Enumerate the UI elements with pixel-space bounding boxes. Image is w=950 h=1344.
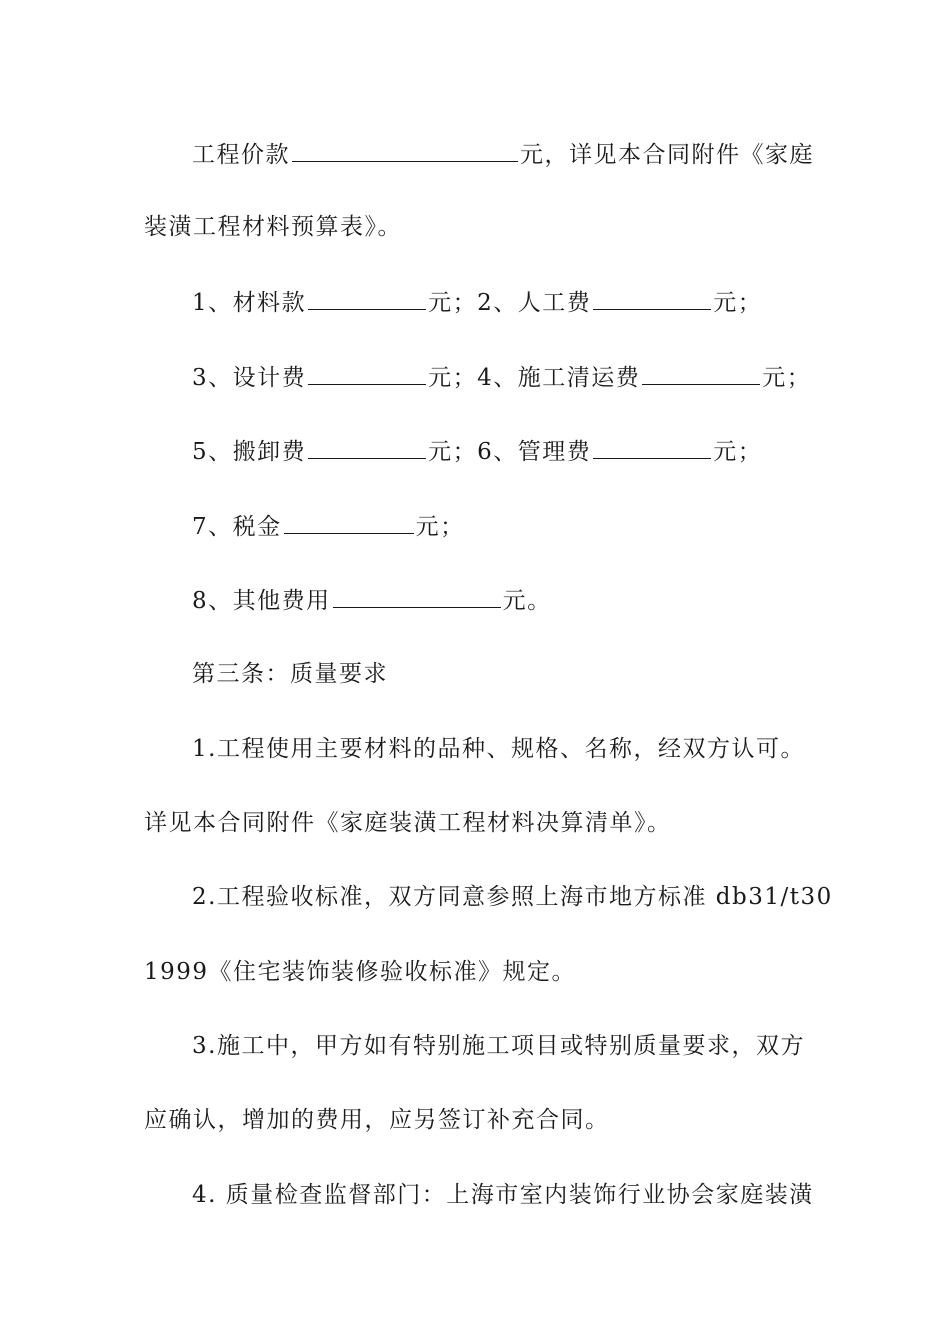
article3-p1: 1.工程使用主要材料的品种、规格、名称，经双方认可。 [192,736,805,762]
fee-other-label: 8、其他费用 [192,588,331,614]
article3-p3: 3.施工中，甲方如有特别施工项目或特别质量要求，双方 [192,1033,805,1059]
yuan-label: 元； [713,290,763,316]
fee-management-label: 6、管理费 [477,439,592,465]
article3-p2: 2.工程验收标准，双方同意参照上海市地方标准 db31/t30 [192,884,833,910]
fee-material-blank [308,287,426,310]
fee-other-blank [333,585,501,608]
yuan-label: 元； [428,290,478,316]
price-prefix: 工程价款 [192,142,290,168]
fee-moving-label: 5、搬卸费 [192,439,307,465]
yuan-label: 元； [415,514,465,540]
fee-line-4 [192,511,465,542]
fee-material-label: 1、材料款 [192,290,307,316]
fee-tax-label: 7、税金 [192,514,282,540]
fee-line-2 [192,362,811,393]
article3-title: 第三条：质量要求 [192,661,388,687]
article3-p3-cont: 应确认，增加的费用，应另签订补充合同。 [144,1107,610,1133]
fee-moving-blank [308,436,426,459]
fee-tax-blank [284,511,414,534]
fee-labor-label: 2、人工费 [477,290,592,316]
fee-labor-blank [593,287,711,310]
price-line [192,139,814,170]
price-suffix: 元，详见本合同附件《家庭 [520,142,814,168]
yuan-label: 元； [713,439,763,465]
fee-line-5 [192,585,552,616]
article3-p1-cont: 详见本合同附件《家庭装潢工程材料决算清单》。 [144,810,672,836]
yuan-label: 元。 [502,588,552,614]
fee-line-3 [192,436,762,467]
fee-design-label: 3、设计费 [192,365,307,391]
price-blank [292,139,518,162]
article3-p4: 4. 质量检查监督部门：上海市室内装饰行业协会家庭装潢 [192,1182,814,1208]
yuan-label: 元； [428,365,478,391]
fee-cleanup-label: 4、施工清运费 [477,365,641,391]
yuan-label: 元； [428,439,478,465]
fee-design-blank [308,362,426,385]
fee-management-blank [593,436,711,459]
fee-cleanup-blank [642,362,760,385]
fee-line-1 [192,287,762,318]
article3-p2-cont: 1999《住宅装饰装修验收标准》规定。 [144,959,577,985]
yuan-label: 元； [762,365,812,391]
price-line-cont: 装潢工程材料预算表》。 [144,214,402,240]
